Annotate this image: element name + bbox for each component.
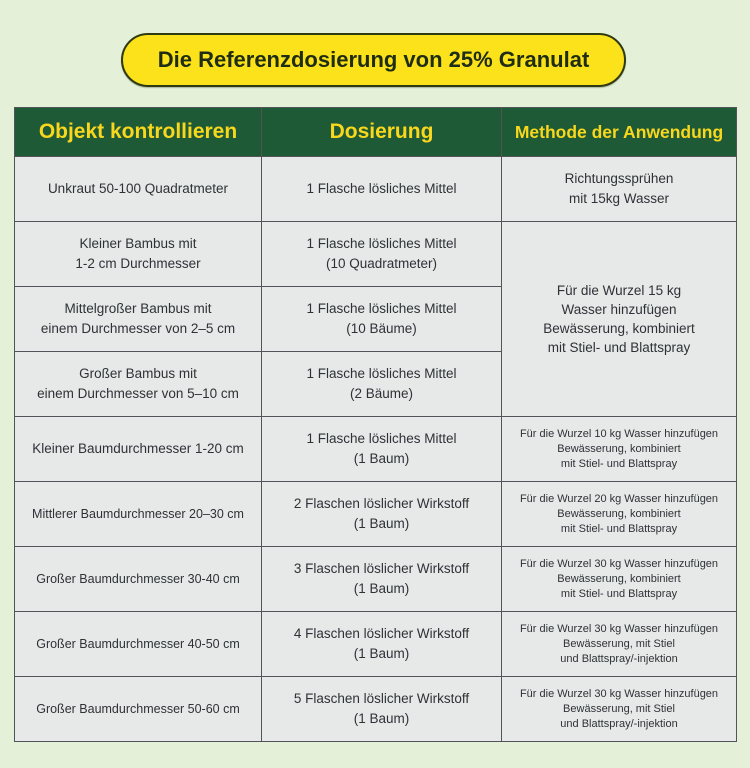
dosage-cell <box>262 417 502 482</box>
object-cell <box>15 157 262 222</box>
table-header-row <box>15 108 737 157</box>
dosage-text: (1 Baum) <box>353 711 410 726</box>
dosage-text: 3 Flaschen löslicher Wirkstoff <box>293 561 470 576</box>
method-cell <box>502 612 737 677</box>
header-object: Objekt kontrollieren <box>15 108 262 157</box>
dosage-cell <box>262 612 502 677</box>
dosage-cell <box>262 352 502 417</box>
table-row <box>15 417 737 482</box>
method-text: Bewässerung, kombiniert <box>557 442 681 455</box>
method-cell <box>502 677 737 742</box>
page-title: Die Referenzdosierung von 25% Granulat <box>157 47 590 72</box>
table-row <box>15 482 737 547</box>
dosage-cell <box>262 287 502 352</box>
method-text: Für die Wurzel 30 kg Wasser hinzufügen <box>519 622 719 635</box>
table-row <box>15 677 737 742</box>
dosage-text: 1 Flasche lösliches Mittel <box>306 301 457 316</box>
dosage-text: (10 Bäume) <box>346 321 417 336</box>
dosage-cell <box>262 547 502 612</box>
method-text: Wasser hinzufügen <box>561 302 677 317</box>
object-text: Großer Baumdurchmesser 40-50 cm <box>36 637 240 651</box>
object-cell <box>15 482 262 547</box>
dosage-text: 5 Flaschen löslicher Wirkstoff <box>293 691 470 706</box>
dosage-text: (1 Baum) <box>353 451 410 466</box>
method-text: Für die Wurzel 10 kg Wasser hinzufügen <box>519 427 719 440</box>
method-text: Bewässerung, kombiniert <box>543 321 695 336</box>
method-text: mit Stiel- und Blattspray <box>560 522 678 535</box>
object-text: Mittlerer Baumdurchmesser 20–30 cm <box>32 507 244 521</box>
method-text: mit Stiel- und Blattspray <box>560 457 678 470</box>
method-text: Für die Wurzel 20 kg Wasser hinzufügen <box>519 492 719 505</box>
object-text: einem Durchmesser von 5–10 cm <box>37 386 239 401</box>
dosage-text: 1 Flasche lösliches Mittel <box>306 366 457 381</box>
table-row <box>15 612 737 677</box>
object-text: Unkraut 50-100 Quadratmeter <box>47 181 229 196</box>
object-text: Kleiner Baumdurchmesser 1-20 cm <box>32 441 244 456</box>
dosage-cell <box>262 222 502 287</box>
method-text: und Blattspray/-injektion <box>560 652 678 665</box>
method-cell <box>502 417 737 482</box>
dosage-text: 2 Flaschen löslicher Wirkstoff <box>293 496 470 511</box>
method-text: Bewässerung, kombiniert <box>557 572 681 585</box>
object-cell <box>15 417 262 482</box>
method-cell-merged <box>502 222 737 417</box>
object-cell <box>15 222 262 287</box>
object-cell <box>15 612 262 677</box>
dosage-text: (1 Baum) <box>353 516 410 531</box>
object-text: Kleiner Bambus mit <box>79 236 197 251</box>
dosage-text: (1 Baum) <box>353 646 410 661</box>
title-banner <box>121 33 626 87</box>
method-text: Bewässerung, mit Stiel <box>563 702 675 715</box>
method-text: Für die Wurzel 30 kg Wasser hinzufügen <box>519 687 719 700</box>
dosage-text: (2 Bäume) <box>349 386 414 401</box>
object-cell <box>15 287 262 352</box>
dosage-text: 4 Flaschen löslicher Wirkstoff <box>293 626 470 641</box>
method-cell <box>502 482 737 547</box>
object-text: Großer Baumdurchmesser 30-40 cm <box>36 572 240 586</box>
object-text: Großer Baumdurchmesser 50-60 cm <box>36 702 240 716</box>
object-text: einem Durchmesser von 2–5 cm <box>40 321 236 336</box>
method-text: Richtungssprühen <box>564 171 674 186</box>
dosage-text: 1 Flasche lösliches Mittel <box>306 236 457 251</box>
object-cell <box>15 547 262 612</box>
method-text: Bewässerung, kombiniert <box>557 507 681 520</box>
dosage-text: 1 Flasche lösliches Mittel <box>306 181 457 196</box>
table-row <box>15 222 737 287</box>
method-text: mit Stiel- und Blattspray <box>547 340 691 355</box>
object-cell <box>15 677 262 742</box>
method-text: mit Stiel- und Blattspray <box>560 587 678 600</box>
method-cell <box>502 547 737 612</box>
dosage-table <box>14 107 737 742</box>
header-dosage: Dosierung <box>262 108 502 157</box>
method-text: Für die Wurzel 30 kg Wasser hinzufügen <box>519 557 719 570</box>
method-text: Bewässerung, mit Stiel <box>563 637 675 650</box>
header-method: Methode der Anwendung <box>502 108 737 157</box>
dosage-text: (10 Quadratmeter) <box>325 256 438 271</box>
object-text: Mittelgroßer Bambus mit <box>64 301 212 316</box>
method-text: Für die Wurzel 15 kg <box>556 283 682 298</box>
method-cell <box>502 157 737 222</box>
table-row <box>15 547 737 612</box>
dosage-cell <box>262 677 502 742</box>
object-text: 1-2 cm Durchmesser <box>75 256 201 271</box>
dosage-text: (1 Baum) <box>353 581 410 596</box>
table-row <box>15 157 737 222</box>
dosage-cell <box>262 157 502 222</box>
object-text: Großer Bambus mit <box>79 366 197 381</box>
method-text: mit 15kg Wasser <box>568 191 670 206</box>
dosage-text: 1 Flasche lösliches Mittel <box>306 431 457 446</box>
method-text: und Blattspray/-injektion <box>560 717 678 730</box>
dosage-cell <box>262 482 502 547</box>
object-cell <box>15 352 262 417</box>
